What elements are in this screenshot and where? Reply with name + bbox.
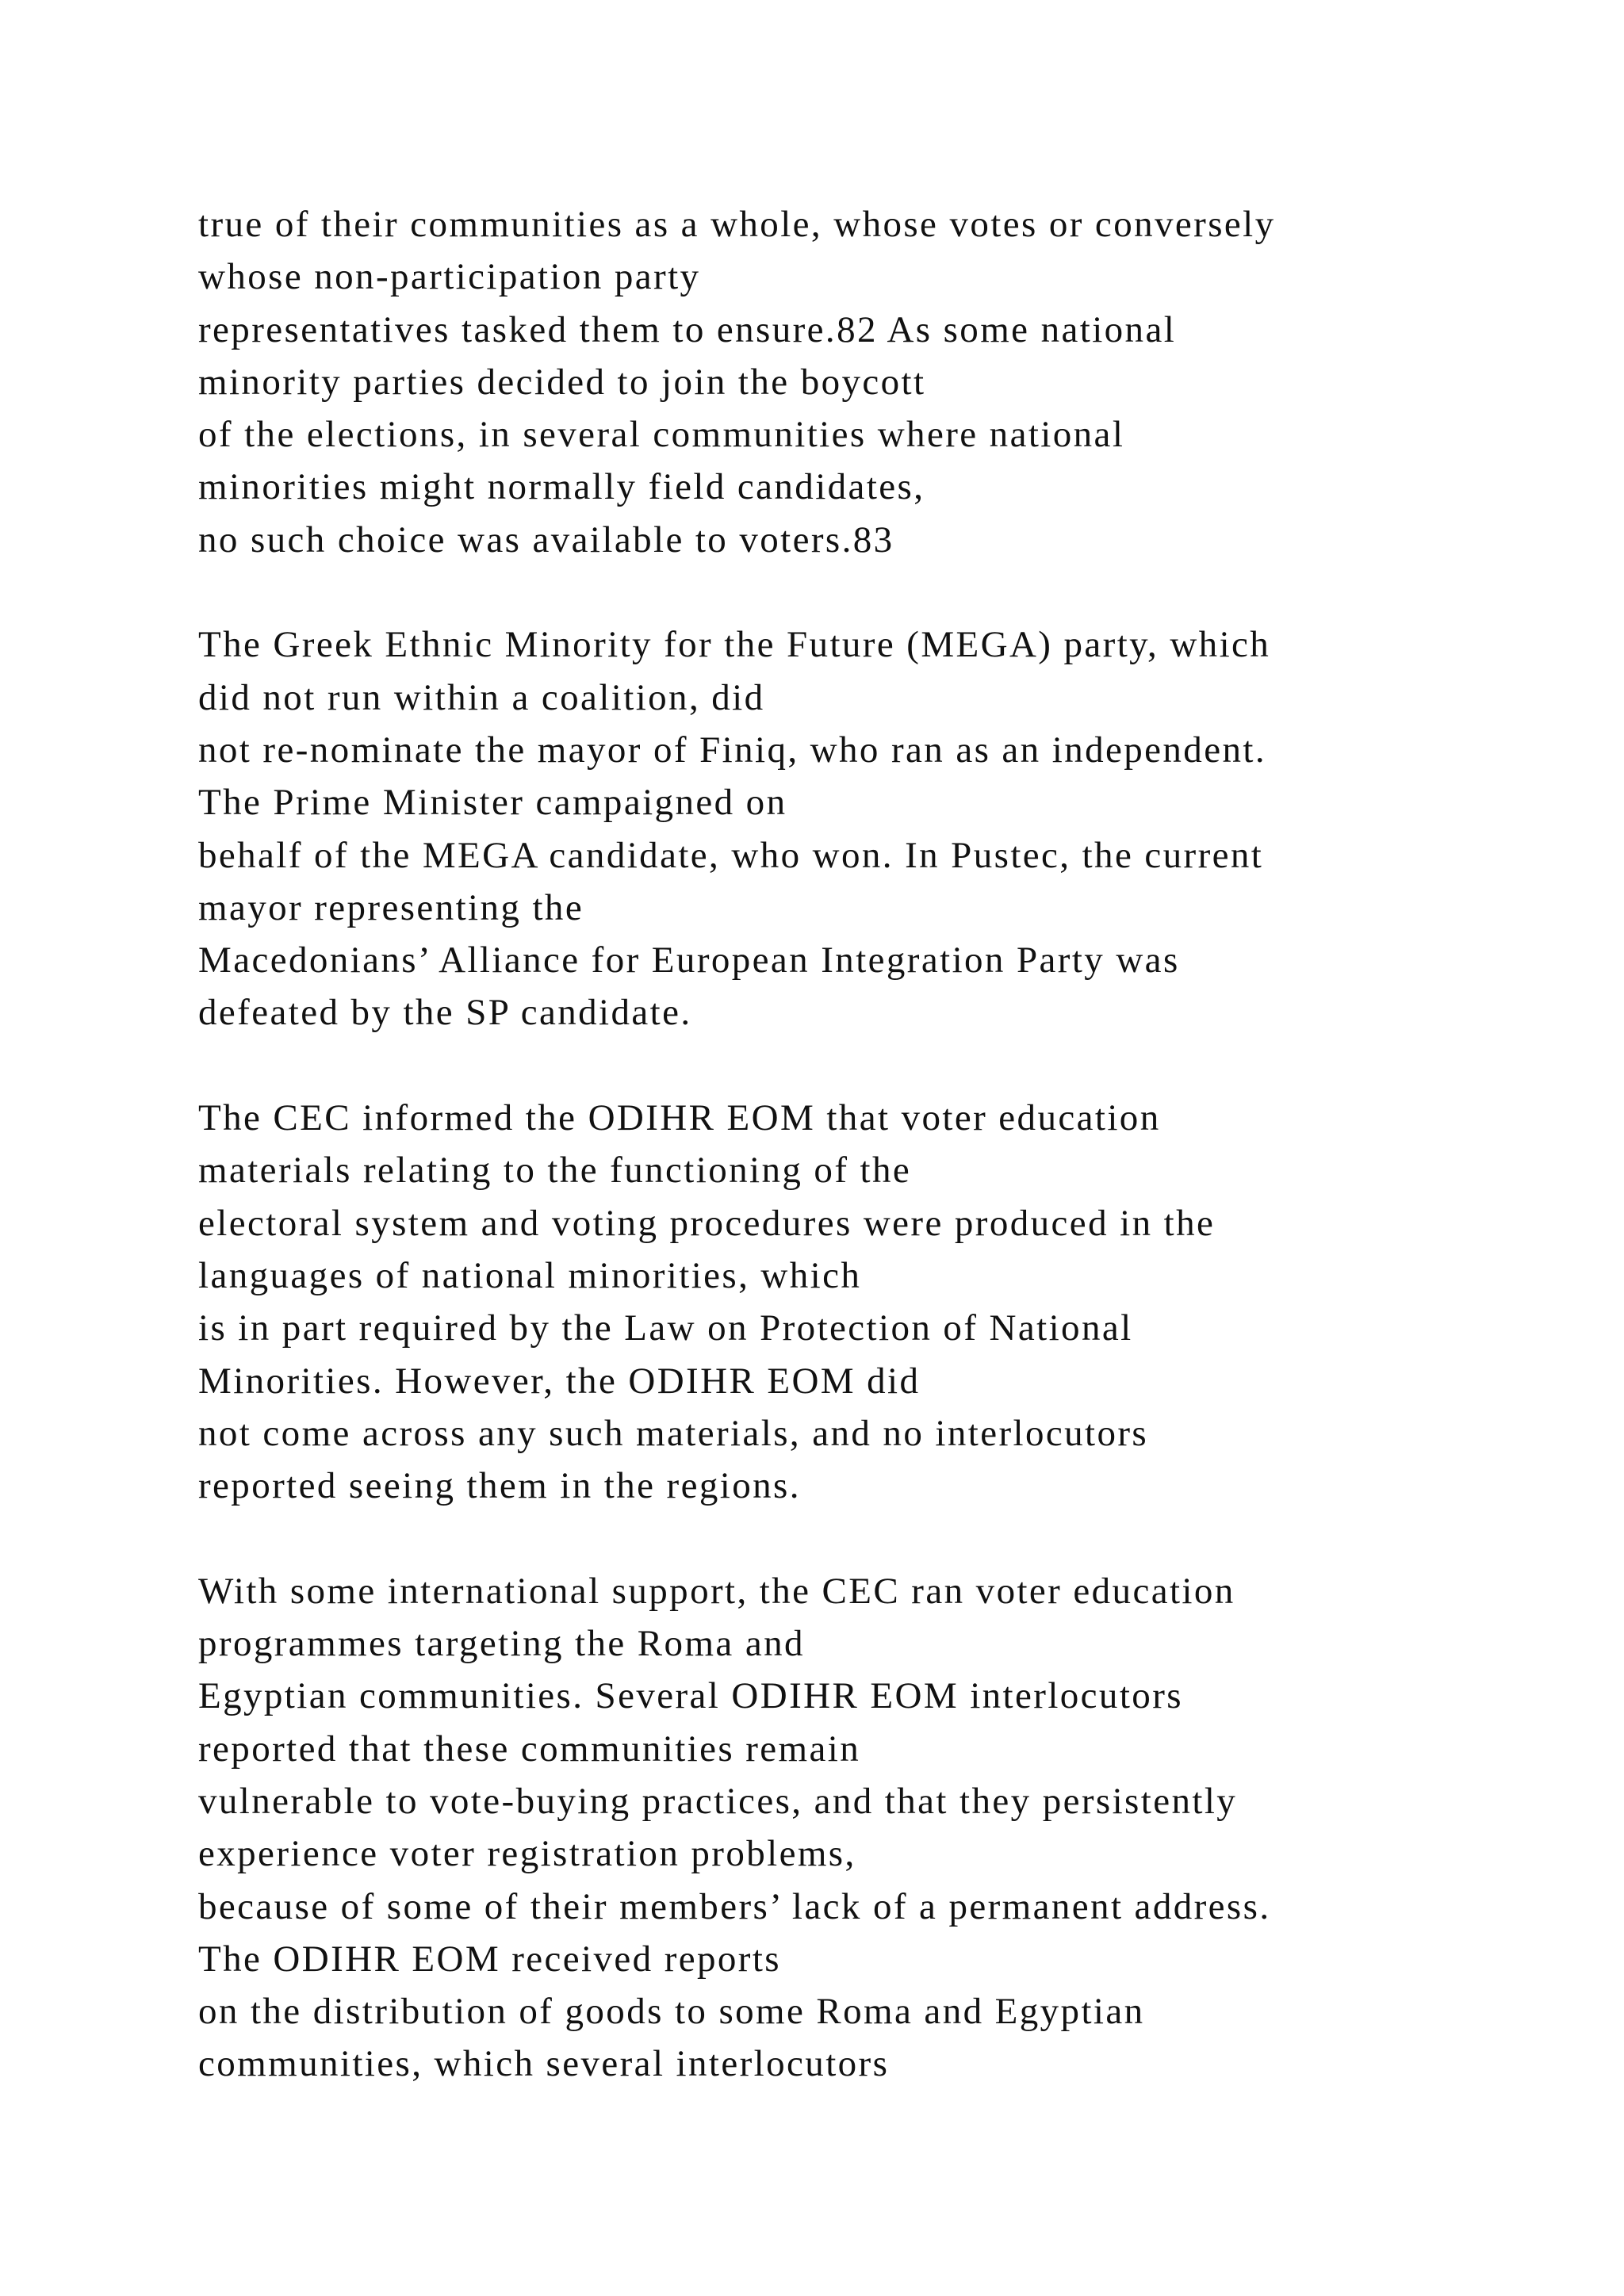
text-line: no such choice was available to voters.83 (198, 519, 894, 561)
text-line: is in part required by the Law on Protection of National (198, 1307, 1133, 1349)
paragraph-2 (198, 618, 1618, 1039)
text-line: mayor representing the (198, 886, 584, 928)
text-line: languages of national minorities, which (198, 1254, 862, 1296)
text-line: Macedonians’ Alliance for European Integration Party was (198, 939, 1180, 982)
text-line: did not run within a coalition, did (198, 676, 765, 718)
paragraph-3 (198, 1092, 1618, 1512)
text-line: Minorities. However, the ODIHR EOM did (198, 1360, 921, 1402)
text-line: programmes targeting the Roma and (198, 1623, 805, 1665)
text-line: materials relating to the functioning of the (198, 1150, 912, 1192)
text-line: minority parties decided to join the boycott (198, 361, 926, 403)
text-line: The Prime Minister campaigned on (198, 782, 787, 824)
paragraph-4 (198, 1565, 1618, 2091)
text-line: The Greek Ethnic Minority for the Future (MEGA) party, which (198, 624, 1271, 666)
text-line: on the distribution of goods to some Roma and Egyptian (198, 1991, 1145, 2033)
text-line: vulnerable to vote-buying practices, and that they persistently (198, 1780, 1238, 1822)
paragraph-gap (198, 1039, 1618, 1092)
paragraph-gap (198, 1512, 1618, 1564)
text-line: not come across any such materials, and no interlocutors (198, 1412, 1149, 1454)
text-line: The CEC informed the ODIHR EOM that voter education (198, 1097, 1161, 1139)
text-line: defeated by the SP candidate. (198, 992, 692, 1034)
text-line: because of some of their members’ lack of a permanent address. (198, 1885, 1271, 1927)
text-line: Egyptian communities. Several ODIHR EOM interlocutors (198, 1675, 1183, 1717)
text-line: experience voter registration problems, (198, 1833, 856, 1875)
text-line: The ODIHR EOM received reports (198, 1938, 782, 1980)
text-line: minorities might normally field candidates, (198, 466, 925, 508)
text-line: reported that these communities remain (198, 1728, 861, 1770)
text-line: representatives tasked them to ensure.82 As some national (198, 308, 1177, 350)
document-body (198, 198, 1618, 2091)
text-line: communities, which several interlocutors (198, 2043, 890, 2085)
text-line: not re-nominate the mayor of Finiq, who ran as an independent. (198, 729, 1266, 771)
text-line: behalf of the MEGA candidate, who won. In Pustec, the current (198, 834, 1264, 876)
paragraph-1 (198, 198, 1618, 566)
text-line: reported seeing them in the regions. (198, 1465, 801, 1507)
paragraph-gap (198, 566, 1618, 618)
text-line: true of their communities as a whole, whose votes or conversely (198, 204, 1276, 245)
text-line: With some international support, the CEC ran voter education (198, 1570, 1235, 1612)
text-line: electoral system and voting procedures were produced in the (198, 1202, 1216, 1244)
text-line: whose non-participation party (198, 256, 701, 298)
text-line: of the elections, in several communities where national (198, 414, 1125, 456)
